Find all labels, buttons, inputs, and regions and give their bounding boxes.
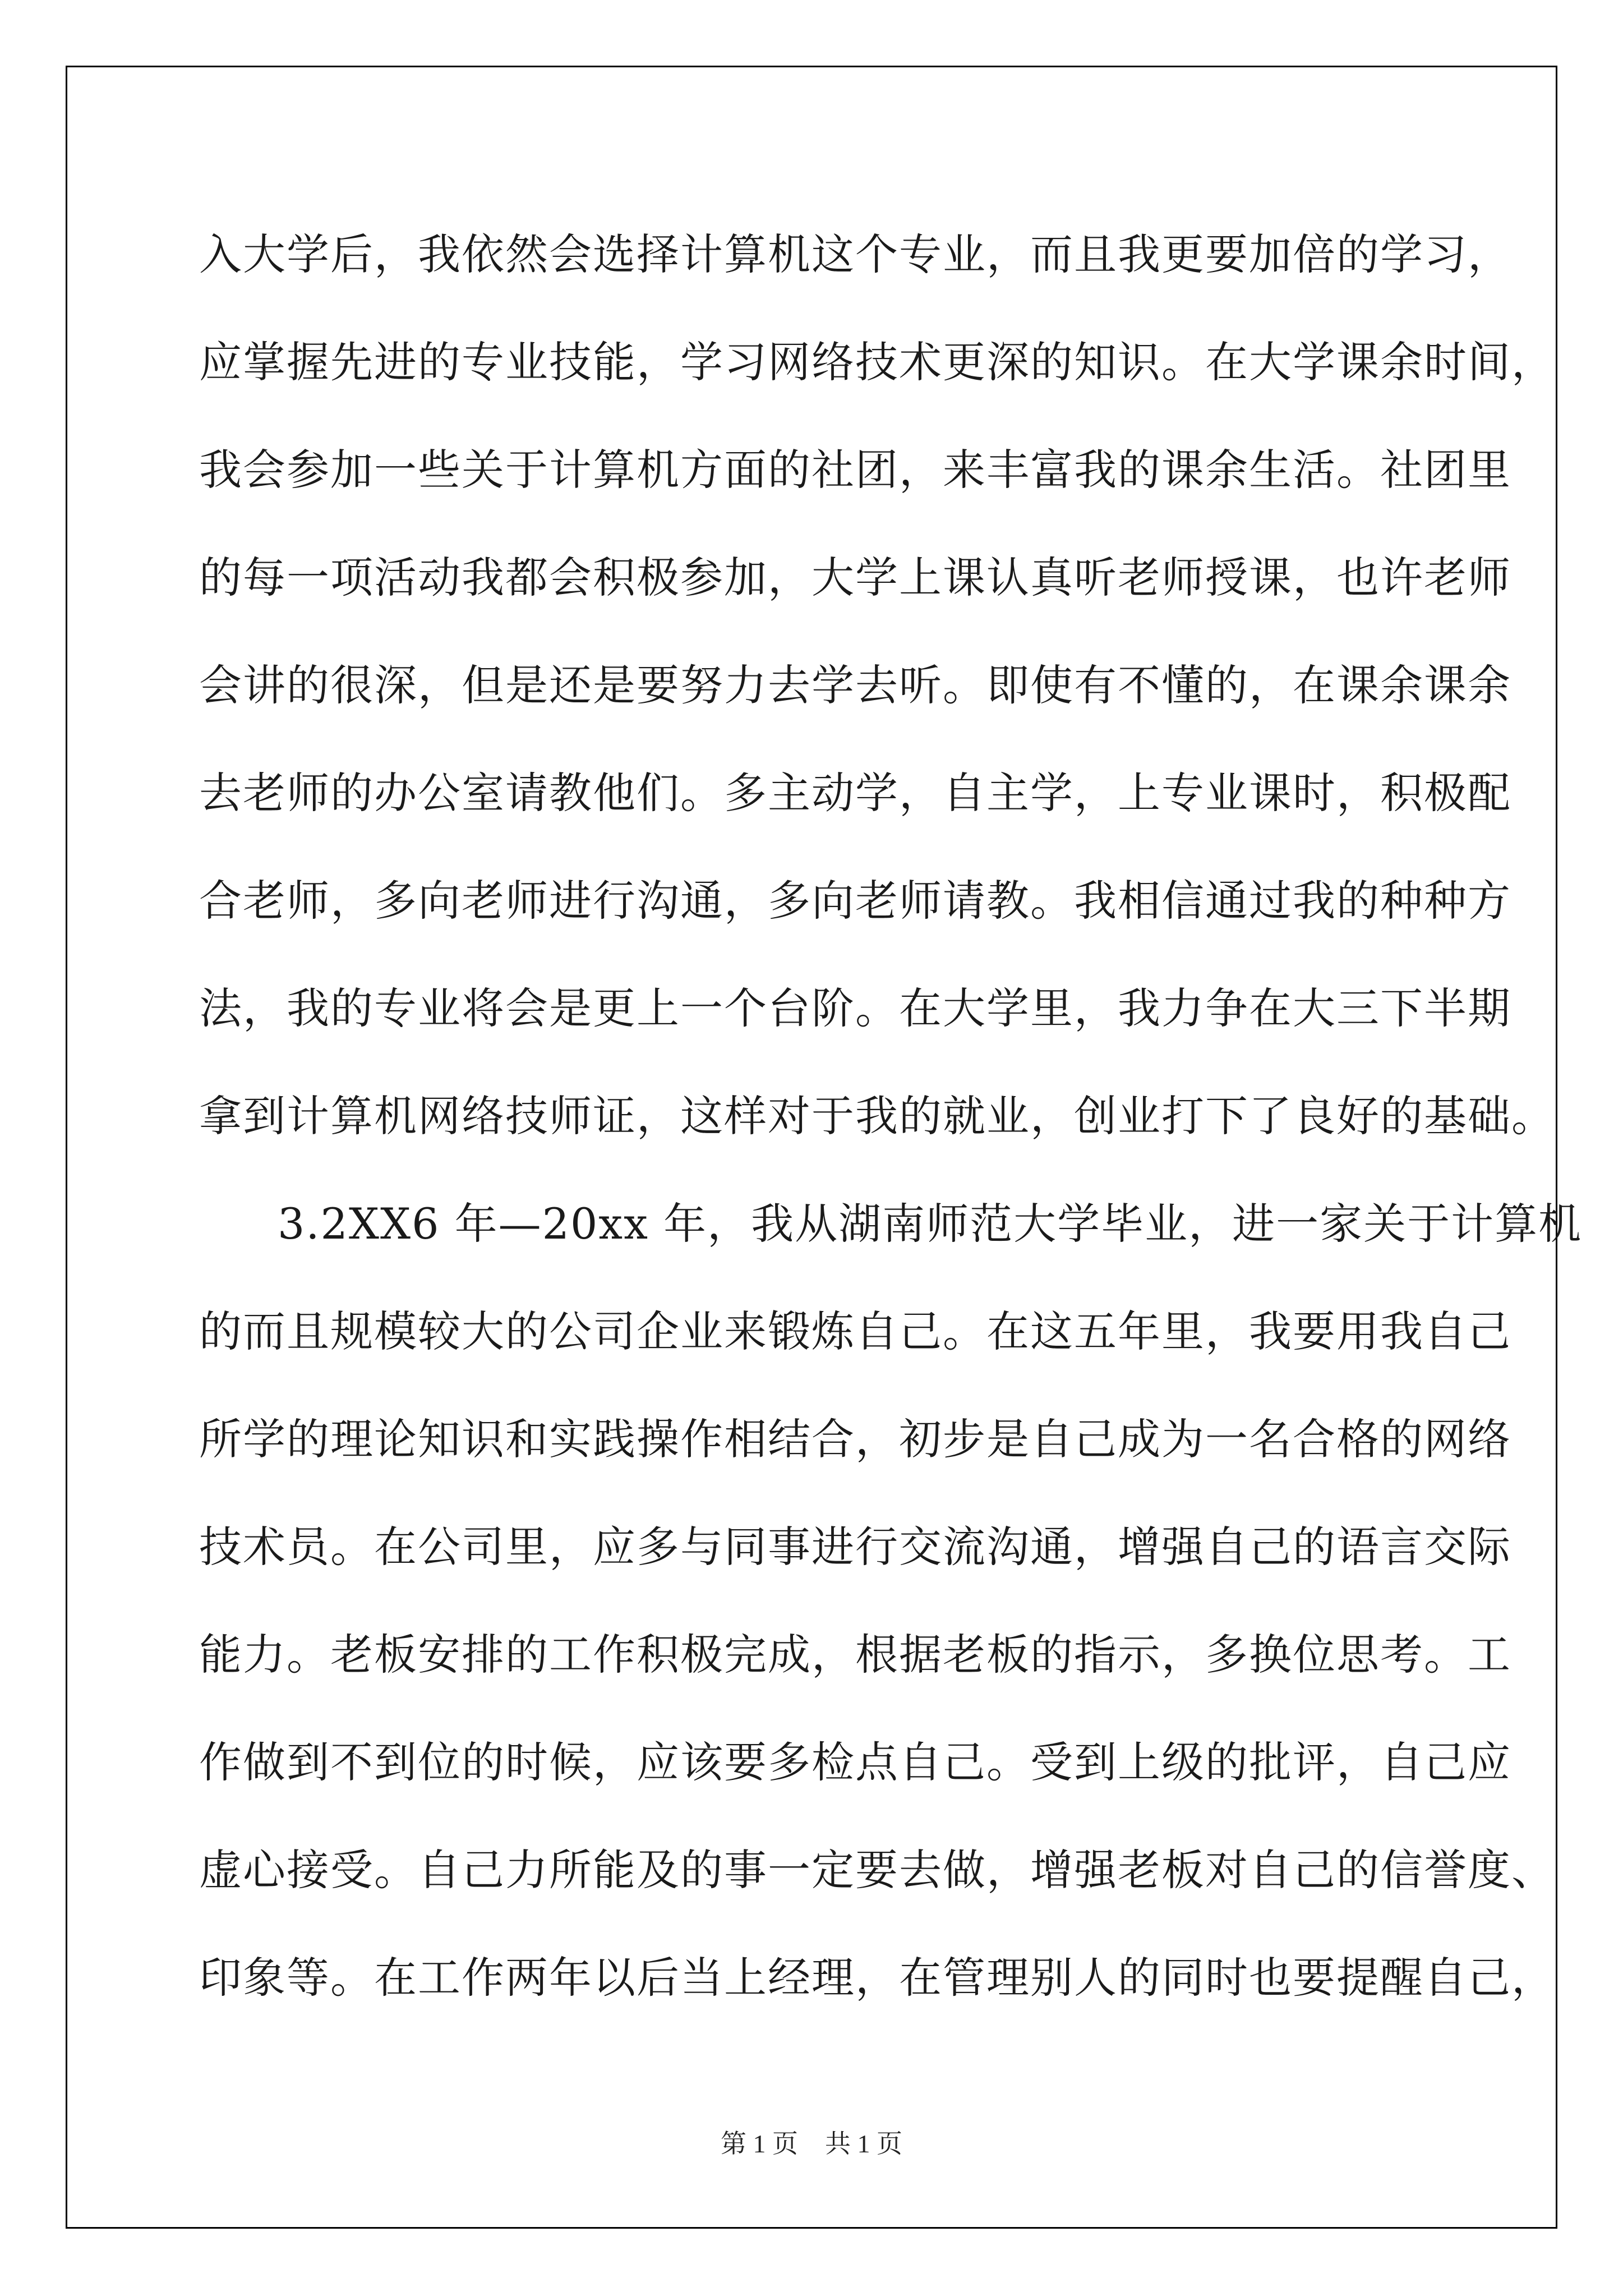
text-line: 会讲的很深，但是还是要努力去学去听。即使有不懂的，在课余课余	[199, 660, 1511, 710]
text-line: 所学的理论知识和实践操作相结合，初步是自己成为一名合格的网络	[199, 1414, 1511, 1464]
text-line: 的每一项活动我都会积极参加，大学上课认真听老师授课，也许老师	[199, 553, 1511, 602]
text-line: 我会参加一些关于计算机方面的社团，来丰富我的课余生活。社团里	[199, 445, 1511, 495]
text-line: 去老师的办公室请教他们。多主动学，自主学，上专业课时，积极配	[199, 768, 1511, 818]
page-footer	[0, 2123, 1623, 2160]
text-line: 入大学后，我依然会选择计算机这个专业，而且我更要加倍的学习，	[199, 229, 1511, 279]
document-body	[199, 201, 1583, 2032]
page-total: 共 1 页	[825, 2129, 902, 2158]
text-line: 能力。老板安排的工作积极完成，根据老板的指示，多换位思考。工	[199, 1630, 1511, 1680]
text-line: 合老师，多向老师进行沟通，多向老师请教。我相信通过我的种种方	[199, 876, 1511, 926]
text-line: 技术员。在公司里，应多与同事进行交流沟通，增强自己的语言交际	[199, 1522, 1511, 1572]
text-line: 印象等。在工作两年以后当上经理，在管理别人的同时也要提醒自己，	[199, 1953, 1555, 2003]
text-line: 虚心接受。自己力所能及的事一定要去做，增强老板对自己的信誉度、	[199, 1845, 1555, 1895]
text-line: 拿到计算机网络技师证，这样对于我的就业，创业打下了良好的基础。	[199, 1091, 1555, 1141]
page-number: 第 1 页	[721, 2129, 798, 2158]
paragraph-start-line: 3.2XX6 年—20xx 年，我从湖南师范大学毕业，进一家关于计算机	[278, 1199, 1583, 1249]
text-line: 应掌握先进的专业技能，学习网络技术更深的知识。在大学课余时间，	[199, 337, 1555, 387]
text-line: 作做到不到位的时候，应该要多检点自己。受到上级的批评，自己应	[199, 1737, 1511, 1787]
text-line: 法，我的专业将会是更上一个台阶。在大学里，我力争在大三下半期	[199, 983, 1511, 1033]
text-line: 的而且规模较大的公司企业来锻炼自己。在这五年里，我要用我自己	[199, 1306, 1511, 1356]
